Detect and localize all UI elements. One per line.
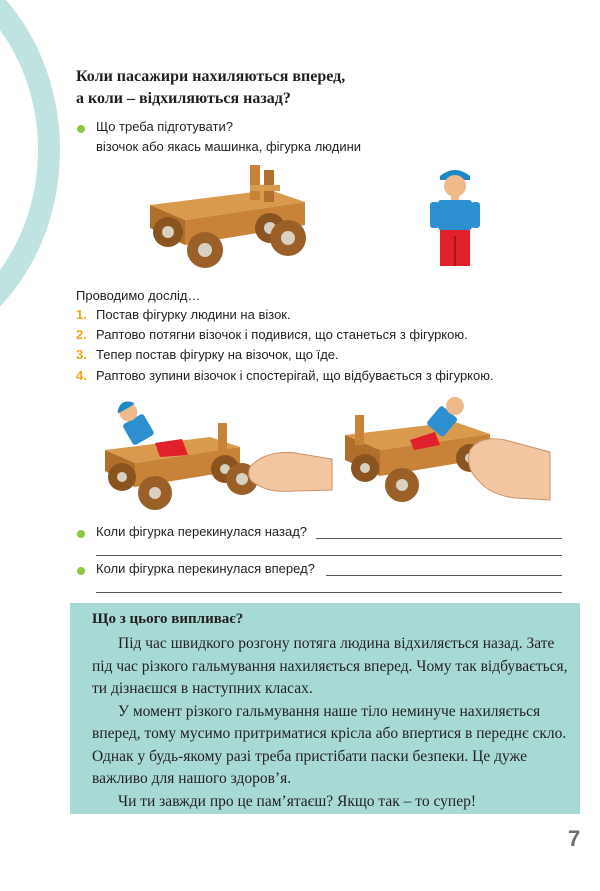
cart-pulled-illustration	[100, 395, 335, 515]
step-number: 4.	[76, 368, 87, 383]
step-text: Тепер постав фігурку на візочок, що їде.	[96, 347, 339, 362]
experiment-step-4	[76, 367, 494, 385]
question-1: Коли фігурка перекинулася назад?	[96, 524, 308, 539]
step-number: 3.	[76, 347, 87, 362]
conclusion-title: Що з цього випливає?	[92, 611, 244, 627]
step-text: Раптово потягни візочок і подивися, що станеться з фігуркою.	[96, 327, 468, 342]
step-number: 1.	[76, 307, 87, 322]
answer-line-2[interactable]	[326, 575, 562, 576]
bullet-icon	[77, 530, 85, 538]
wooden-cart-illustration	[140, 160, 315, 275]
experiment-step-2	[76, 326, 468, 344]
prepare-question: Що треба підготувати?	[96, 119, 233, 134]
conclusion-paragraph: Чи ти завжди про це пам’ятаєш? Якщо так – то супер!	[118, 792, 477, 810]
toy-figure-illustration	[428, 166, 483, 271]
step-text: Раптово зупини візочок і спостерігай, що відбувається з фігуркою.	[96, 368, 494, 383]
page-title	[76, 66, 345, 110]
bullet-icon	[77, 125, 85, 133]
conclusion-paragraph: Під час швидкого розгону потяга людина відхиляється назад. Зате під час різкого гальмування нахиляється вперед. Чому так відбувається, ти дізнаєшся в наступних класах.	[92, 635, 568, 697]
experiment-intro: Проводимо дослід…	[76, 288, 201, 303]
step-number: 2.	[76, 327, 87, 342]
title-line-1: Коли пасажири нахиляються вперед,	[76, 68, 346, 85]
answer-line-1b[interactable]	[96, 555, 562, 556]
bullet-icon	[77, 567, 85, 575]
prepare-answer: візочок або якась машинка, фігурка людини	[96, 139, 362, 154]
cart-stopped-illustration	[340, 390, 555, 515]
page-number: 7	[568, 826, 581, 851]
answer-line-1[interactable]	[316, 538, 562, 539]
conclusion-text	[92, 633, 570, 813]
conclusion-paragraph: У момент різкого гальмування наше тіло неминуче нахиляється вперед, тому мусимо притриматися крісла або впертися в переднє скло. Однак у будь-якому разі треба пристібати паски безпеки. Це дуже важливо для нашого здоров’я.	[92, 702, 567, 787]
title-line-2: а коли – відхиляються назад?	[76, 90, 291, 107]
experiment-step-3	[76, 346, 339, 364]
step-text: Постав фігурку людини на візок.	[96, 307, 291, 322]
answer-line-2b[interactable]	[96, 592, 562, 593]
question-2: Коли фігурка перекинулася вперед?	[96, 561, 315, 576]
experiment-step-1	[76, 306, 291, 324]
conclusion-box	[70, 603, 580, 814]
